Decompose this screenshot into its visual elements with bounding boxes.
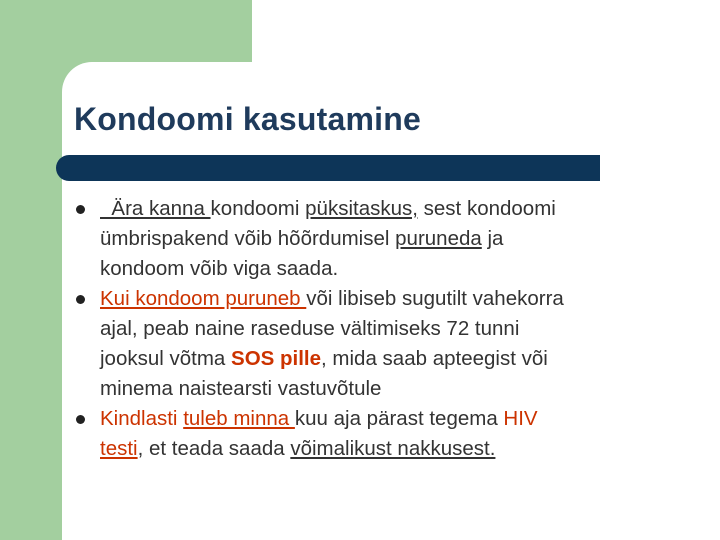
- bullet-item-2: [76, 284, 676, 404]
- text: ja: [481, 227, 504, 250]
- bullet-2-line-4: minema naistearsti vastuvõtule: [100, 377, 382, 400]
- highlighted-red-bold-text: SOS pille: [231, 347, 322, 370]
- bullet-3-line-2: [100, 434, 676, 464]
- text: või libiseb sugutilt vahekorra: [306, 287, 564, 310]
- underlined-red-text: testi: [100, 437, 138, 460]
- text: ümbrispakend võib hõõrdumisel: [100, 227, 396, 250]
- red-text: HIV: [503, 407, 538, 430]
- bullet-3-line-1: [100, 404, 676, 434]
- bullet-item-1: [76, 194, 676, 284]
- underlined-text: Ära kanna: [100, 197, 211, 220]
- bullet-item-3: [76, 404, 676, 464]
- text: jooksul võtma: [100, 347, 232, 370]
- text: kuu aja pärast tegema: [294, 407, 504, 430]
- bullet-1-line-3: kondoom võib viga saada.: [100, 257, 339, 280]
- bullet-2-line-2: ajal, peab naine raseduse vältimiseks 72 tunni: [100, 317, 520, 340]
- underlined-text: võimalikust nakkusest.: [290, 437, 496, 460]
- bullet-2-line-1: [100, 284, 676, 314]
- text: kondoomi: [210, 197, 306, 220]
- bullet-2-line-3: [100, 344, 676, 374]
- bullet-1-line-1: [100, 194, 676, 224]
- red-text: Kindlasti: [100, 407, 184, 430]
- bullet-list: [76, 194, 676, 464]
- underlined-red-text: Kui kondoom puruneb: [100, 287, 307, 310]
- underlined-red-text: tuleb minna: [183, 407, 295, 430]
- underlined-text: puruneda: [395, 227, 482, 250]
- underlined-text: püksitaskus,: [305, 197, 418, 220]
- bullet-dot-icon: [76, 415, 85, 424]
- bullet-dot-icon: [76, 295, 85, 304]
- text: , mida saab apteegist või: [321, 347, 548, 370]
- bullet-dot-icon: [76, 205, 85, 214]
- text: , et teada saada: [137, 437, 291, 460]
- bullet-1-line-2: [100, 224, 676, 254]
- slide-title: Kondoomi kasutamine: [74, 101, 421, 137]
- text: sest kondoomi: [417, 197, 556, 220]
- title-divider-bar: [56, 155, 600, 181]
